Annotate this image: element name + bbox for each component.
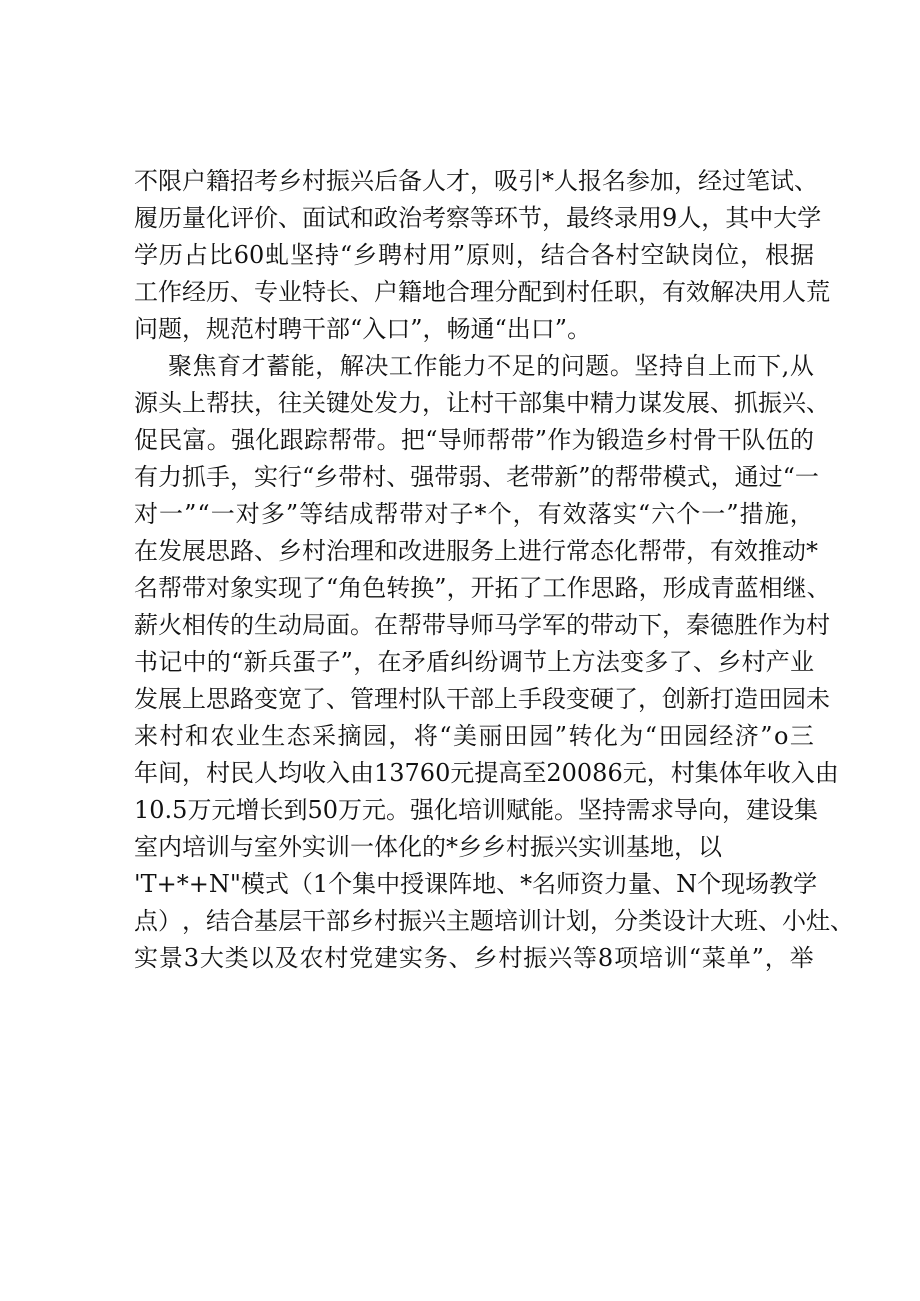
text-line: 对 一 ” “ 一 对 多 ” 等 结 成 帮 带 对 子 * 个 ， 有 效 落 实 “ 六 个 一 ” 措 施 ，	[134, 500, 814, 528]
text-line: 书 记 中 的 “ 新 兵 蛋 子 ” ， 在 矛 盾 纠 纷 调 节 上 方 法 变 多 了 、 乡 村 产 业	[134, 648, 814, 676]
text-line: 10.5 万 元 增 长 到 50 万 元 。 强 化 培 训 赋 能 。 坚 持 需 求 导 向 ， 建 设 集	[134, 796, 818, 824]
text-line: 实 景 3 大 类 以 及 农 村 党 建 实 务 、 乡 村 振 兴 等 8 项 培 训 “ 菜 单 ” ， 举	[134, 944, 814, 972]
paragraph-first-line: 聚 焦 育 才 蓄 能 ， 解 决 工 作 能 力 不 足 的 问 题 。 坚 持 自 上 而 下 , 从	[168, 352, 814, 380]
text-line: 来 村 和 农 业 生 态 采 摘 园 ， 将 “ 美 丽 田 园 ” 转 化 为 “ 田 园 经 济 ” o 三	[134, 722, 814, 750]
text-line: 'T+*+N" 模 式 （ 1 个 集 中 授 课 阵 地 、 * 名 师 资 力 量 、 N 个 现 场 教 学	[134, 870, 818, 898]
text-line: 工 作 经 历 、 专 业 特 长 、 户 籍 地 合 理 分 配 到 村 任 职 ， 有 效 解 决 用 人 荒	[134, 278, 830, 306]
text-line: 室内培训与室外实训一体化的*乡乡村振兴实训基地，以	[134, 833, 722, 861]
text-line: 履 历 量 化 评 价 、 面 试 和 政 治 考 察 等 环 节 ， 最 终 录 用 9 人 ， 其 中 大 学	[134, 204, 822, 232]
text-line: 不 限 户 籍 招 考 乡 村 振 兴 后 备 人 才 ， 吸 引 * 人 报 名 参 加 ， 经 过 笔 试 、	[134, 167, 818, 195]
text-line: 年 间 ， 村 民 人 均 收 入 由 13760 元 提 高 至 20086 元 ， 村 集 体 年 收 入 由	[134, 759, 839, 787]
text-line: 促 民 富 。 强 化 跟 踪 帮 带 。 把 “ 导 师 帮 带 ” 作 为 锻 造 乡 村 骨 干 队 伍 的	[134, 426, 814, 454]
text-line: 有 力 抓 手 ， 实 行 “ 乡 带 村 、 强 带 弱 、 老 带 新 ” 的 帮 带 模 式 ， 通 过 “ 一	[134, 463, 819, 491]
text-line: 问题，规范村聘干部“入口”，畅通“出口”。	[134, 315, 592, 343]
text-line: 名 帮 带 对 象 实 现 了 “ 角 色 转 换 ” ， 开 拓 了 工 作 思 路 ， 形 成 青 蓝 相 继 、	[134, 574, 831, 602]
text-line: 薪 火 相 传 的 生 动 局 面 。 在 帮 带 导 师 马 学 军 的 带 动 下 ， 秦 德 胜 作 为 村	[134, 611, 830, 639]
text-line: 源 头 上 帮 扶 ， 往 关 键 处 发 力 ， 让 村 干 部 集 中 精 力 谋 发 展 、 抓 振 兴 、	[134, 389, 830, 417]
text-line: 学 历 占 比 60 虬 坚 持 “ 乡 聘 村 用 ” 原 则 ， 结 合 各 村 空 缺 岗 位 ， 根 据	[134, 241, 814, 269]
text-line: 发 展 上 思 路 变 宽 了 、 管 理 村 队 干 部 上 手 段 变 硬 了 ， 创 新 打 造 田 园 未	[134, 685, 830, 713]
text-line: 点 ） ， 结 合 基 层 干 部 乡 村 振 兴 主 题 培 训 计 划 ， 分 类 设 计 大 班 、 小 灶 、	[134, 907, 854, 935]
document-body	[134, 163, 854, 977]
text-line: 在 发 展 思 路 、 乡 村 治 理 和 改 进 服 务 上 进 行 常 态 化 帮 带 ， 有 效 推 动 *	[134, 537, 818, 565]
